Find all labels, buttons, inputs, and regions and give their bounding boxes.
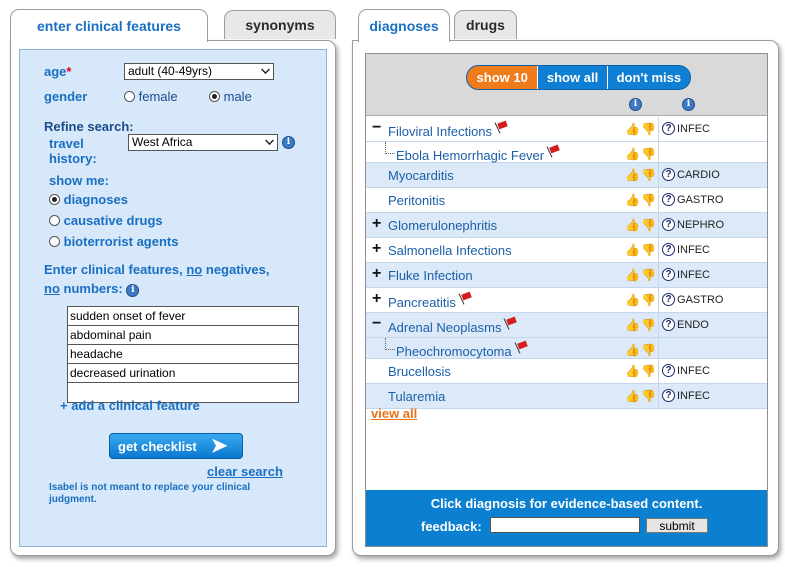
thumbs-rating-icon[interactable]: 👍👎 xyxy=(625,243,657,257)
travel-label-line2: history: xyxy=(49,151,97,166)
features-heading-text: Enter clinical features, xyxy=(44,262,183,277)
column-divider xyxy=(658,238,659,262)
disclaimer-text: Isabel is not meant to replace your clinical judgment. xyxy=(49,482,251,505)
thumbs-rating-icon[interactable]: 👍👎 xyxy=(625,122,657,136)
question-icon[interactable]: ? xyxy=(662,218,675,231)
question-icon[interactable]: ? xyxy=(662,243,675,256)
features-heading-text: numbers: xyxy=(63,281,123,296)
chevron-down-icon xyxy=(261,65,270,74)
clear-search-link[interactable]: clear search xyxy=(207,464,283,479)
show-option-bioterrorist[interactable] xyxy=(49,234,178,249)
diagnosis-name: Pheochromocytoma xyxy=(396,344,512,359)
clinical-features-panel xyxy=(10,40,336,556)
expand-toggle-icon[interactable]: + xyxy=(372,265,382,282)
feedback-label: feedback: xyxy=(421,519,482,534)
gender-female-option[interactable] xyxy=(124,89,178,104)
get-checklist-label: get checklist xyxy=(118,438,197,454)
travel-label-line1: travel xyxy=(49,136,84,151)
column-divider xyxy=(658,213,659,237)
show-option-causative-drugs[interactable] xyxy=(49,213,163,228)
get-checklist-button[interactable] xyxy=(109,433,243,459)
diagnosis-row xyxy=(366,359,767,384)
thumbs-rating-icon[interactable]: 👍👎 xyxy=(625,147,657,161)
diagnosis-link[interactable] xyxy=(396,146,559,163)
age-label-text: age xyxy=(44,64,67,79)
thumbs-rating-icon[interactable]: 👍👎 xyxy=(625,318,657,332)
expand-toggle-icon[interactable]: + xyxy=(372,290,382,307)
diagnosis-link[interactable] xyxy=(388,168,454,183)
diagnoses-panel xyxy=(352,40,779,556)
red-flag-icon xyxy=(504,318,516,330)
category-badge: CARDIO xyxy=(677,169,720,181)
radio-diagnoses[interactable] xyxy=(49,194,60,205)
view-all-link[interactable]: view all xyxy=(371,406,418,421)
column-divider xyxy=(658,117,659,141)
results-toolbar xyxy=(366,54,767,116)
show-option-diagnoses[interactable] xyxy=(49,192,128,207)
question-icon[interactable]: ? xyxy=(662,168,675,181)
column-divider xyxy=(658,384,659,408)
diagnosis-link[interactable] xyxy=(388,318,516,335)
filter-toggle xyxy=(466,65,691,90)
question-icon[interactable]: ? xyxy=(662,364,675,377)
expand-toggle-icon[interactable]: − xyxy=(372,315,382,332)
diagnosis-name: Brucellosis xyxy=(388,364,451,379)
feedback-input[interactable] xyxy=(490,517,640,533)
info-icon[interactable]: i xyxy=(629,98,642,111)
column-divider xyxy=(658,188,659,212)
feature-input[interactable]: sudden onset of fever xyxy=(68,307,298,326)
red-flag-icon xyxy=(547,146,559,158)
expand-toggle-icon[interactable]: + xyxy=(372,240,382,257)
required-asterisk: * xyxy=(66,64,72,79)
show-option-label: bioterrorist agents xyxy=(63,234,179,249)
thumbs-rating-icon[interactable]: 👍👎 xyxy=(625,268,657,282)
feature-input[interactable]: abdominal pain xyxy=(68,326,298,345)
diagnosis-link[interactable] xyxy=(388,218,497,233)
expand-toggle-icon[interactable]: − xyxy=(372,119,382,136)
show-me-label: show me: xyxy=(49,173,109,188)
travel-label xyxy=(49,136,97,166)
thumbs-rating-icon[interactable]: 👍👎 xyxy=(625,293,657,307)
info-icon[interactable]: i xyxy=(282,136,295,149)
diagnosis-name: Ebola Hemorrhagic Fever xyxy=(396,148,545,163)
filter-show-10-button[interactable]: show 10 xyxy=(467,66,538,89)
question-icon[interactable]: ? xyxy=(662,389,675,402)
diagnosis-name: Salmonella Infections xyxy=(388,243,512,258)
diagnosis-row xyxy=(366,338,767,359)
question-icon[interactable]: ? xyxy=(662,122,675,135)
diagnosis-row xyxy=(366,142,767,163)
thumbs-rating-icon[interactable]: 👍👎 xyxy=(625,168,657,182)
category-badge: NEPHRO xyxy=(677,219,725,231)
thumbs-rating-icon[interactable]: 👍👎 xyxy=(625,364,657,378)
diagnosis-name: Myocarditis xyxy=(388,168,454,183)
info-icon[interactable]: i xyxy=(126,284,139,297)
age-label xyxy=(44,64,71,79)
diagnosis-link[interactable] xyxy=(388,268,473,283)
column-divider xyxy=(658,263,659,287)
expand-toggle-icon[interactable]: + xyxy=(372,215,382,232)
diagnosis-link[interactable] xyxy=(388,122,507,139)
footer-instruction: Click diagnosis for evidence-based content. xyxy=(430,496,703,511)
diagnosis-name: Adrenal Neoplasms xyxy=(388,320,502,335)
diagnoses-list-container xyxy=(365,53,768,547)
radio-male[interactable] xyxy=(209,91,220,102)
category-badge: INFEC xyxy=(677,390,710,402)
gender-male-option[interactable] xyxy=(209,89,252,104)
show-option-label: causative drugs xyxy=(63,213,163,228)
radio-bioterrorist[interactable] xyxy=(49,236,60,247)
show-option-label: diagnoses xyxy=(63,192,128,207)
diagnosis-name: Filoviral Infections xyxy=(388,124,493,139)
filter-show-all-button[interactable]: show all xyxy=(538,66,607,89)
radio-causative-drugs[interactable] xyxy=(49,215,60,226)
diagnosis-name: Peritonitis xyxy=(388,193,446,208)
tab-synonyms[interactable]: synonyms xyxy=(224,10,336,39)
diagnosis-row xyxy=(366,163,767,188)
column-divider xyxy=(658,338,659,358)
red-flag-icon xyxy=(515,342,527,354)
diagnosis-row xyxy=(366,263,767,288)
column-divider xyxy=(658,163,659,187)
diagnosis-link[interactable] xyxy=(388,389,445,404)
diagnosis-row xyxy=(366,288,767,313)
diagnosis-row xyxy=(366,117,767,142)
features-heading xyxy=(44,260,304,298)
diagnosis-name: Glomerulonephritis xyxy=(388,218,498,233)
column-divider xyxy=(658,359,659,383)
diagnosis-name: Tularemia xyxy=(388,389,446,404)
category-badge: INFEC xyxy=(677,123,710,135)
diagnosis-row xyxy=(366,213,767,238)
clinical-features-list xyxy=(67,306,299,403)
refine-search-label: Refine search: xyxy=(44,119,134,134)
travel-select-value: West Africa xyxy=(132,135,193,149)
diagnosis-row xyxy=(366,313,767,338)
tab-drugs[interactable]: drugs xyxy=(454,10,517,39)
info-icon[interactable]: i xyxy=(682,98,695,111)
tab-diagnoses[interactable]: diagnoses xyxy=(358,9,450,42)
gender-label: gender xyxy=(44,89,88,104)
filter-dont-miss-button[interactable]: don't miss xyxy=(616,70,682,85)
category-badge: ENDO xyxy=(677,319,709,331)
clinical-features-form xyxy=(19,49,327,547)
diagnosis-name: Pancreatitis xyxy=(388,295,456,310)
question-icon[interactable]: ? xyxy=(662,293,675,306)
tree-connector xyxy=(385,142,395,154)
diagnosis-link[interactable] xyxy=(388,243,512,258)
diagnosis-link[interactable] xyxy=(388,364,451,379)
column-divider xyxy=(658,288,659,312)
submit-button[interactable]: submit xyxy=(646,518,708,533)
column-divider xyxy=(658,313,659,337)
diagnosis-row xyxy=(366,384,767,409)
tab-enter-clinical-features[interactable]: enter clinical features xyxy=(10,9,208,42)
age-select-value: adult (40-49yrs) xyxy=(128,64,213,78)
travel-history-select[interactable] xyxy=(128,134,278,151)
add-clinical-feature-link[interactable]: + add a clinical feature xyxy=(60,398,200,413)
age-select[interactable] xyxy=(124,63,274,80)
category-badge: INFEC xyxy=(677,244,710,256)
thumbs-rating-icon[interactable]: 👍👎 xyxy=(625,193,657,207)
diagnosis-name: Fluke Infection xyxy=(388,268,473,283)
features-heading-text: negatives, xyxy=(205,262,270,277)
diagnosis-row xyxy=(366,238,767,263)
tree-connector xyxy=(385,338,395,350)
category-badge: GASTRO xyxy=(677,294,724,306)
features-no-numbers: no xyxy=(44,281,60,296)
gender-male-label: male xyxy=(223,89,252,104)
diagnosis-link[interactable] xyxy=(396,342,527,359)
feature-input[interactable]: decreased urination xyxy=(68,364,298,383)
category-badge: GASTRO xyxy=(677,194,724,206)
red-flag-icon xyxy=(459,293,471,305)
thumbs-rating-icon[interactable]: 👍👎 xyxy=(625,343,657,357)
column-divider xyxy=(658,142,659,162)
feature-input[interactable]: headache xyxy=(68,345,298,364)
red-flag-icon xyxy=(495,122,507,134)
chevron-down-icon xyxy=(265,136,274,145)
thumbs-rating-icon[interactable]: 👍👎 xyxy=(625,389,657,403)
question-icon[interactable]: ? xyxy=(662,193,675,206)
features-no-negatives: no xyxy=(186,262,203,277)
chevron-right-icon: ➤ xyxy=(210,435,228,457)
feedback-footer xyxy=(366,490,767,546)
diagnosis-link[interactable] xyxy=(388,293,471,310)
question-icon[interactable]: ? xyxy=(662,318,675,331)
diagnosis-list xyxy=(366,117,767,409)
category-badge: INFEC xyxy=(677,365,710,377)
radio-female[interactable] xyxy=(124,91,135,102)
gender-female-label: female xyxy=(138,89,178,104)
diagnosis-row xyxy=(366,188,767,213)
thumbs-rating-icon[interactable]: 👍👎 xyxy=(625,218,657,232)
question-icon[interactable]: ? xyxy=(662,268,675,281)
diagnosis-link[interactable] xyxy=(388,193,445,208)
category-badge: INFEC xyxy=(677,269,710,281)
